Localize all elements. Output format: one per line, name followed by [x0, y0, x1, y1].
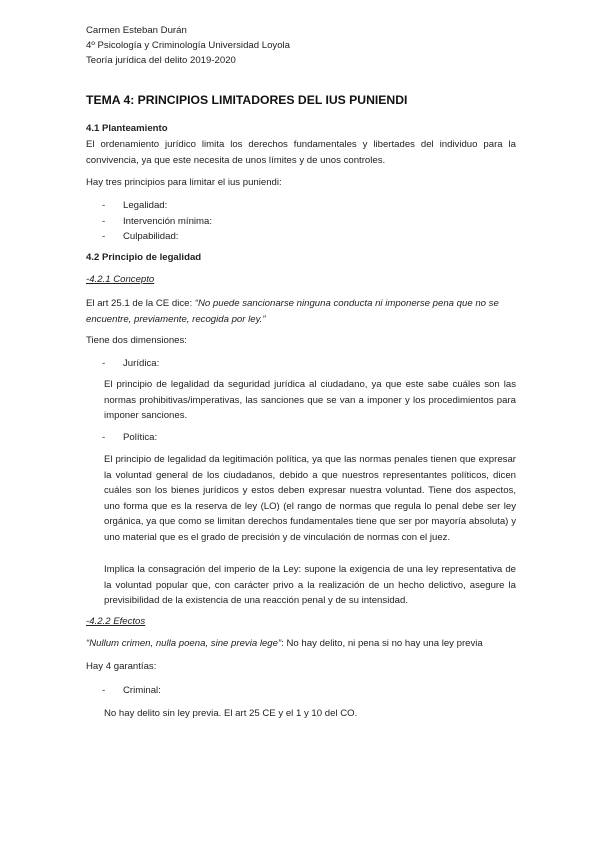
art-intro: El art 25.1 de la CE dice:: [86, 298, 195, 309]
course-name: 4º Psicología y Criminología Universidad Loyola: [86, 40, 291, 51]
paragraph-tres-principios: Hay tres principios para limitar el ius puniendi:: [86, 177, 282, 188]
paragraph-planteamiento: El ordenamiento jurídico limita los derechos fundamentales y libertades del individuo para la convivencia, ya que este necesita de unos límites y de unos controles.: [86, 139, 516, 166]
section-4-2-heading: 4.2 Principio de legalidad: [86, 252, 202, 263]
paragraph-nullum-crimen: [86, 636, 516, 652]
section-4-1-heading: 4.1 Planteamiento: [86, 123, 168, 134]
page-title: TEMA 4: PRINCIPIOS LIMITADORES DEL IUS PUNIENDI: [86, 93, 408, 107]
list-item-label: Política:: [123, 432, 158, 443]
document-page: Carmen Esteban Durán 4º Psicología y Criminología Universidad Loyola Teoría jurídica del delito 2019-2020 TEMA 4: PRINCIPIOS LIMITADORES DEL IUS PUNIENDI 4.1 Planteamiento El ordenamiento jurídico limita los derechos fundamentales y libertades del individuo para la convivencia, ya que este necesita de unos límites y de unos controles. Hay tres principios para limitar el ius puniendi: - Legalidad: - Intervención mínima: - Culpabilidad: 4.2 Principio de legalidad -4.2.1 Concepto El art 25.1 de la CE dice: “No puede sancionarse ninguna conducta ni imponerse pena que no se encuentre, previamente, recogida por ley.” Tiene dos dimensiones: - Jurídica: El principio de legalidad da seguridad jurídica al ciudadano, ya que este sabe cuáles son las normas prohibitivas/imperativas, las sanciones que se van a imponer y los procedimientos para imponer sanciones. - Política: El principio de legalidad da legitimación política, ya que las normas penales tienen que expresar la voluntad general de los ciudadanos, debido a que nuestros representantes políticos, dicen cuáles son los bienes jurídicos y estos deben expresar nuestra voluntad. Tiene dos aspectos, uno forma que es la reserva de ley (LO) (el rango de normas que regula lo penal debe ser ley orgánica, ya que como se limitan derechos fundamentales tiene que ser por mayoría absoluta) y uno material que es el grado de precisión y de vinculación de normas con el juez. Implica la consagración del imperio de la Ley: supone la exigencia de una ley representativa de la voluntad popular que, con carácter privo a la realización de un hecho delictivo, asegure la previsibilidad de la existencia de una reacción penal y de su intensidad. -4.2.2 Efectos “Nullum crimen, nulla poena, sine previa lege”: No hay delito, ni pena si no hay una ley previa Hay 4 garantías: - Criminal: No hay delito sin ley previa. El art 25 CE y el 1 y 10 del CO.: [0, 0, 600, 848]
paragraph-criminal: No hay delito sin ley previa. El art 25 CE y el 1 y 10 del CO.: [104, 708, 358, 719]
paragraph-art-25: [86, 296, 516, 327]
list-item-label: Legalidad:: [123, 200, 168, 211]
paragraph-politica: El principio de legalidad da legitimación política, ya que las normas penales tienen que expresar la voluntad general de los ciudadanos, debido a que nuestros representantes políticos, dicen cuáles son los bienes jurídicos y estos deben expresar nuestra voluntad. Tiene dos aspectos, uno forma que es la reserva de ley (LO) (el rango de normas que regula lo penal debe ser ley orgánica, ya que como se limitan derechos fundamentales tiene que ser por mayoría absoluta) y uno material que es el grado de precisión y de vinculación de normas con el juez.: [104, 454, 516, 543]
paragraph-dimensiones: Tiene dos dimensiones:: [86, 335, 187, 346]
document-header: [86, 23, 290, 68]
list-item-label: Intervención mínima:: [123, 215, 213, 227]
list-item-label: Criminal:: [123, 685, 161, 696]
nullum-quote: “Nullum crimen, nulla poena, sine previa lege”: [86, 638, 282, 649]
author-name: Carmen Esteban Durán: [86, 25, 187, 36]
subsection-concepto: -4.2.1 Concepto: [86, 274, 155, 285]
paragraph-imperio-ley: Implica la consagración del imperio de la Ley: supone la exigencia de una ley representativa de la voluntad popular que, con carácter privo a la realización de un hecho delictivo, asegure la previsibilidad de la existencia de una reacción penal y de su intensidad.: [104, 564, 516, 606]
paragraph-juridica: El principio de legalidad da seguridad jurídica al ciudadano, ya que este sabe cuáles son las normas prohibitivas/imperativas, las sanciones que se van a imponer y los procedimientos para imponer sanciones.: [104, 379, 516, 421]
subsection-efectos: -4.2.2 Efectos: [86, 616, 146, 627]
subject-name: Teoría jurídica del delito 2019-2020: [86, 55, 236, 66]
nullum-rest: : No hay delito, ni pena si no hay una ley previa: [281, 638, 483, 649]
list-item-label: Jurídica:: [123, 358, 160, 369]
art-quote: “No puede sancionarse ninguna conducta ni imponerse pena que no se encuentre, previamente, recogida por ley.”: [86, 298, 499, 325]
list-item-label: Culpabilidad:: [123, 231, 179, 242]
paragraph-garantias: Hay 4 garantías:: [86, 661, 157, 672]
